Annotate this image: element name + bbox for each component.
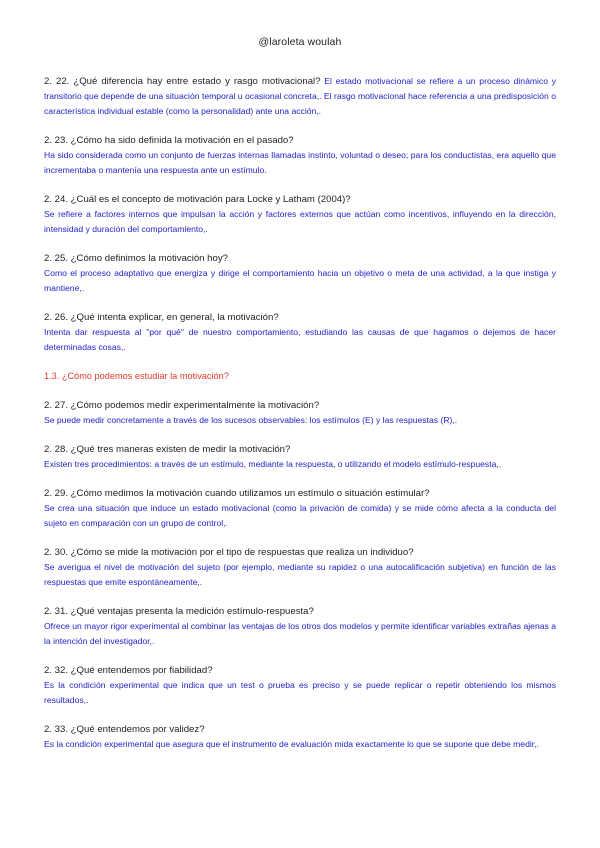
qa-item-29 xyxy=(44,486,556,531)
qa-item-32 xyxy=(44,663,556,708)
question-text: 2. 30. ¿Cómo se mide la motivación por el tipo de respuestas que realiza un individuo? xyxy=(44,547,414,558)
answer-text: Se puede medir concretamente a través de los sucesos observables: los estímulos (E) y las respuestas (R),. xyxy=(44,415,458,425)
answer-text: Intenta dar respuesta al "por qué" de nuestro comportamiento, estudiando las causas de que hagamos o dejemos de hacer determinadas cosas,. xyxy=(44,327,556,352)
question-text: 2. 32. ¿Qué entendemos por fiabilidad? xyxy=(44,665,213,676)
question-text: 2. 23. ¿Cómo ha sido definida la motivación en el pasado? xyxy=(44,135,294,146)
question-text: 2. 33. ¿Qué entendemos por validez? xyxy=(44,724,205,735)
qa-item-22 xyxy=(44,74,556,119)
question-text: 2. 26. ¿Qué intenta explicar, en general, la motivación? xyxy=(44,312,279,323)
qa-item-23 xyxy=(44,133,556,178)
qa-item-25 xyxy=(44,251,556,296)
qa-paragraph xyxy=(44,74,556,119)
qa-item-33 xyxy=(44,722,556,752)
answer-text: Es la condición experimental que asegura que el instrumento de evaluación mida exactamente lo que se supone que debe medir,. xyxy=(44,739,539,749)
answer-text: Es la condición experimental que indica que un test o prueba es preciso y se puede replicar o repetir obteniendo los mismos resultados,. xyxy=(44,680,556,705)
question-text: 2. 24. ¿Cuál es el concepto de motivación para Locke y Latham (2004)? xyxy=(44,194,351,205)
question-text: 2. 28. ¿Qué tres maneras existen de medir la motivación? xyxy=(44,444,291,455)
question-text: 2. 27. ¿Cómo podemos medir experimentalmente la motivación? xyxy=(44,400,320,411)
question-text: 2. 29. ¿Cómo medimos la motivación cuando utilizamos un estímulo o situación estimular? xyxy=(44,488,430,499)
qa-item-27 xyxy=(44,398,556,428)
answer-text: El estado motivacional se refiere a un proceso dinámico y transitorio que depende de una situación temporal u ocasional concreta,. El rasgo motivacional hace referencia a una predisposición o característica individual estable (como la personalidad) ante una acción,. xyxy=(44,76,557,116)
page-header: @laroleta woulah xyxy=(258,36,342,48)
question-text: 2. 25. ¿Cómo definimos la motivación hoy? xyxy=(44,253,228,264)
section-title: 1.3. ¿Cómo podemos estudiar la motivación? xyxy=(44,371,229,381)
answer-text: Existen tres procedimientos: a través de un estímulo, mediante la respuesta, o utilizando el modelo estímulo-respuesta,. xyxy=(44,459,502,469)
answer-text: Se refiere a factores internos que impulsan la acción y factores externos que actúan como incentivos, influyendo en la dirección, intensidad y duración del comportamiento,. xyxy=(44,209,556,234)
answer-text: Ofrece un mayor rigor experimental al combinar las ventajas de los otros dos modelos y permite identificar variables extrañas ajenas a la intención del investigador,. xyxy=(44,621,556,646)
qa-item-28 xyxy=(44,442,556,472)
answer-text: Como el proceso adaptativo que energiza y dirige el comportamiento hacia un objetivo o meta de una actividad, a la que instiga y mantiene,. xyxy=(44,268,556,293)
answer-text: Se averigua el nivel de motivación del sujeto (por ejemplo, mediante su rapidez o una autocalificación subjetiva) en función de las respuestas que emite espontáneamente,. xyxy=(44,562,556,587)
question-text: 2. 31. ¿Qué ventajas presenta la medición estímulo-respuesta? xyxy=(44,606,314,617)
answer-text: Se crea una situación que induce un estado motivacional (como la privación de comida) y se mide cómo afecta a la conducta del sujeto en comparación con un grupo de control,. xyxy=(44,503,556,528)
qa-item-26 xyxy=(44,310,556,355)
qa-item-24 xyxy=(44,192,556,237)
qa-item-30 xyxy=(44,545,556,590)
answer-text: Ha sido considerada como un conjunto de fuerzas internas llamadas instinto, voluntad o deseo; para los conductistas, era aquello que incrementaba o mantenía una respuesta ante un estímulo. xyxy=(44,150,556,175)
qa-item-31 xyxy=(44,604,556,649)
question-text: 2. 22. ¿Qué diferencia hay entre estado y rasgo motivacional? xyxy=(44,76,321,87)
